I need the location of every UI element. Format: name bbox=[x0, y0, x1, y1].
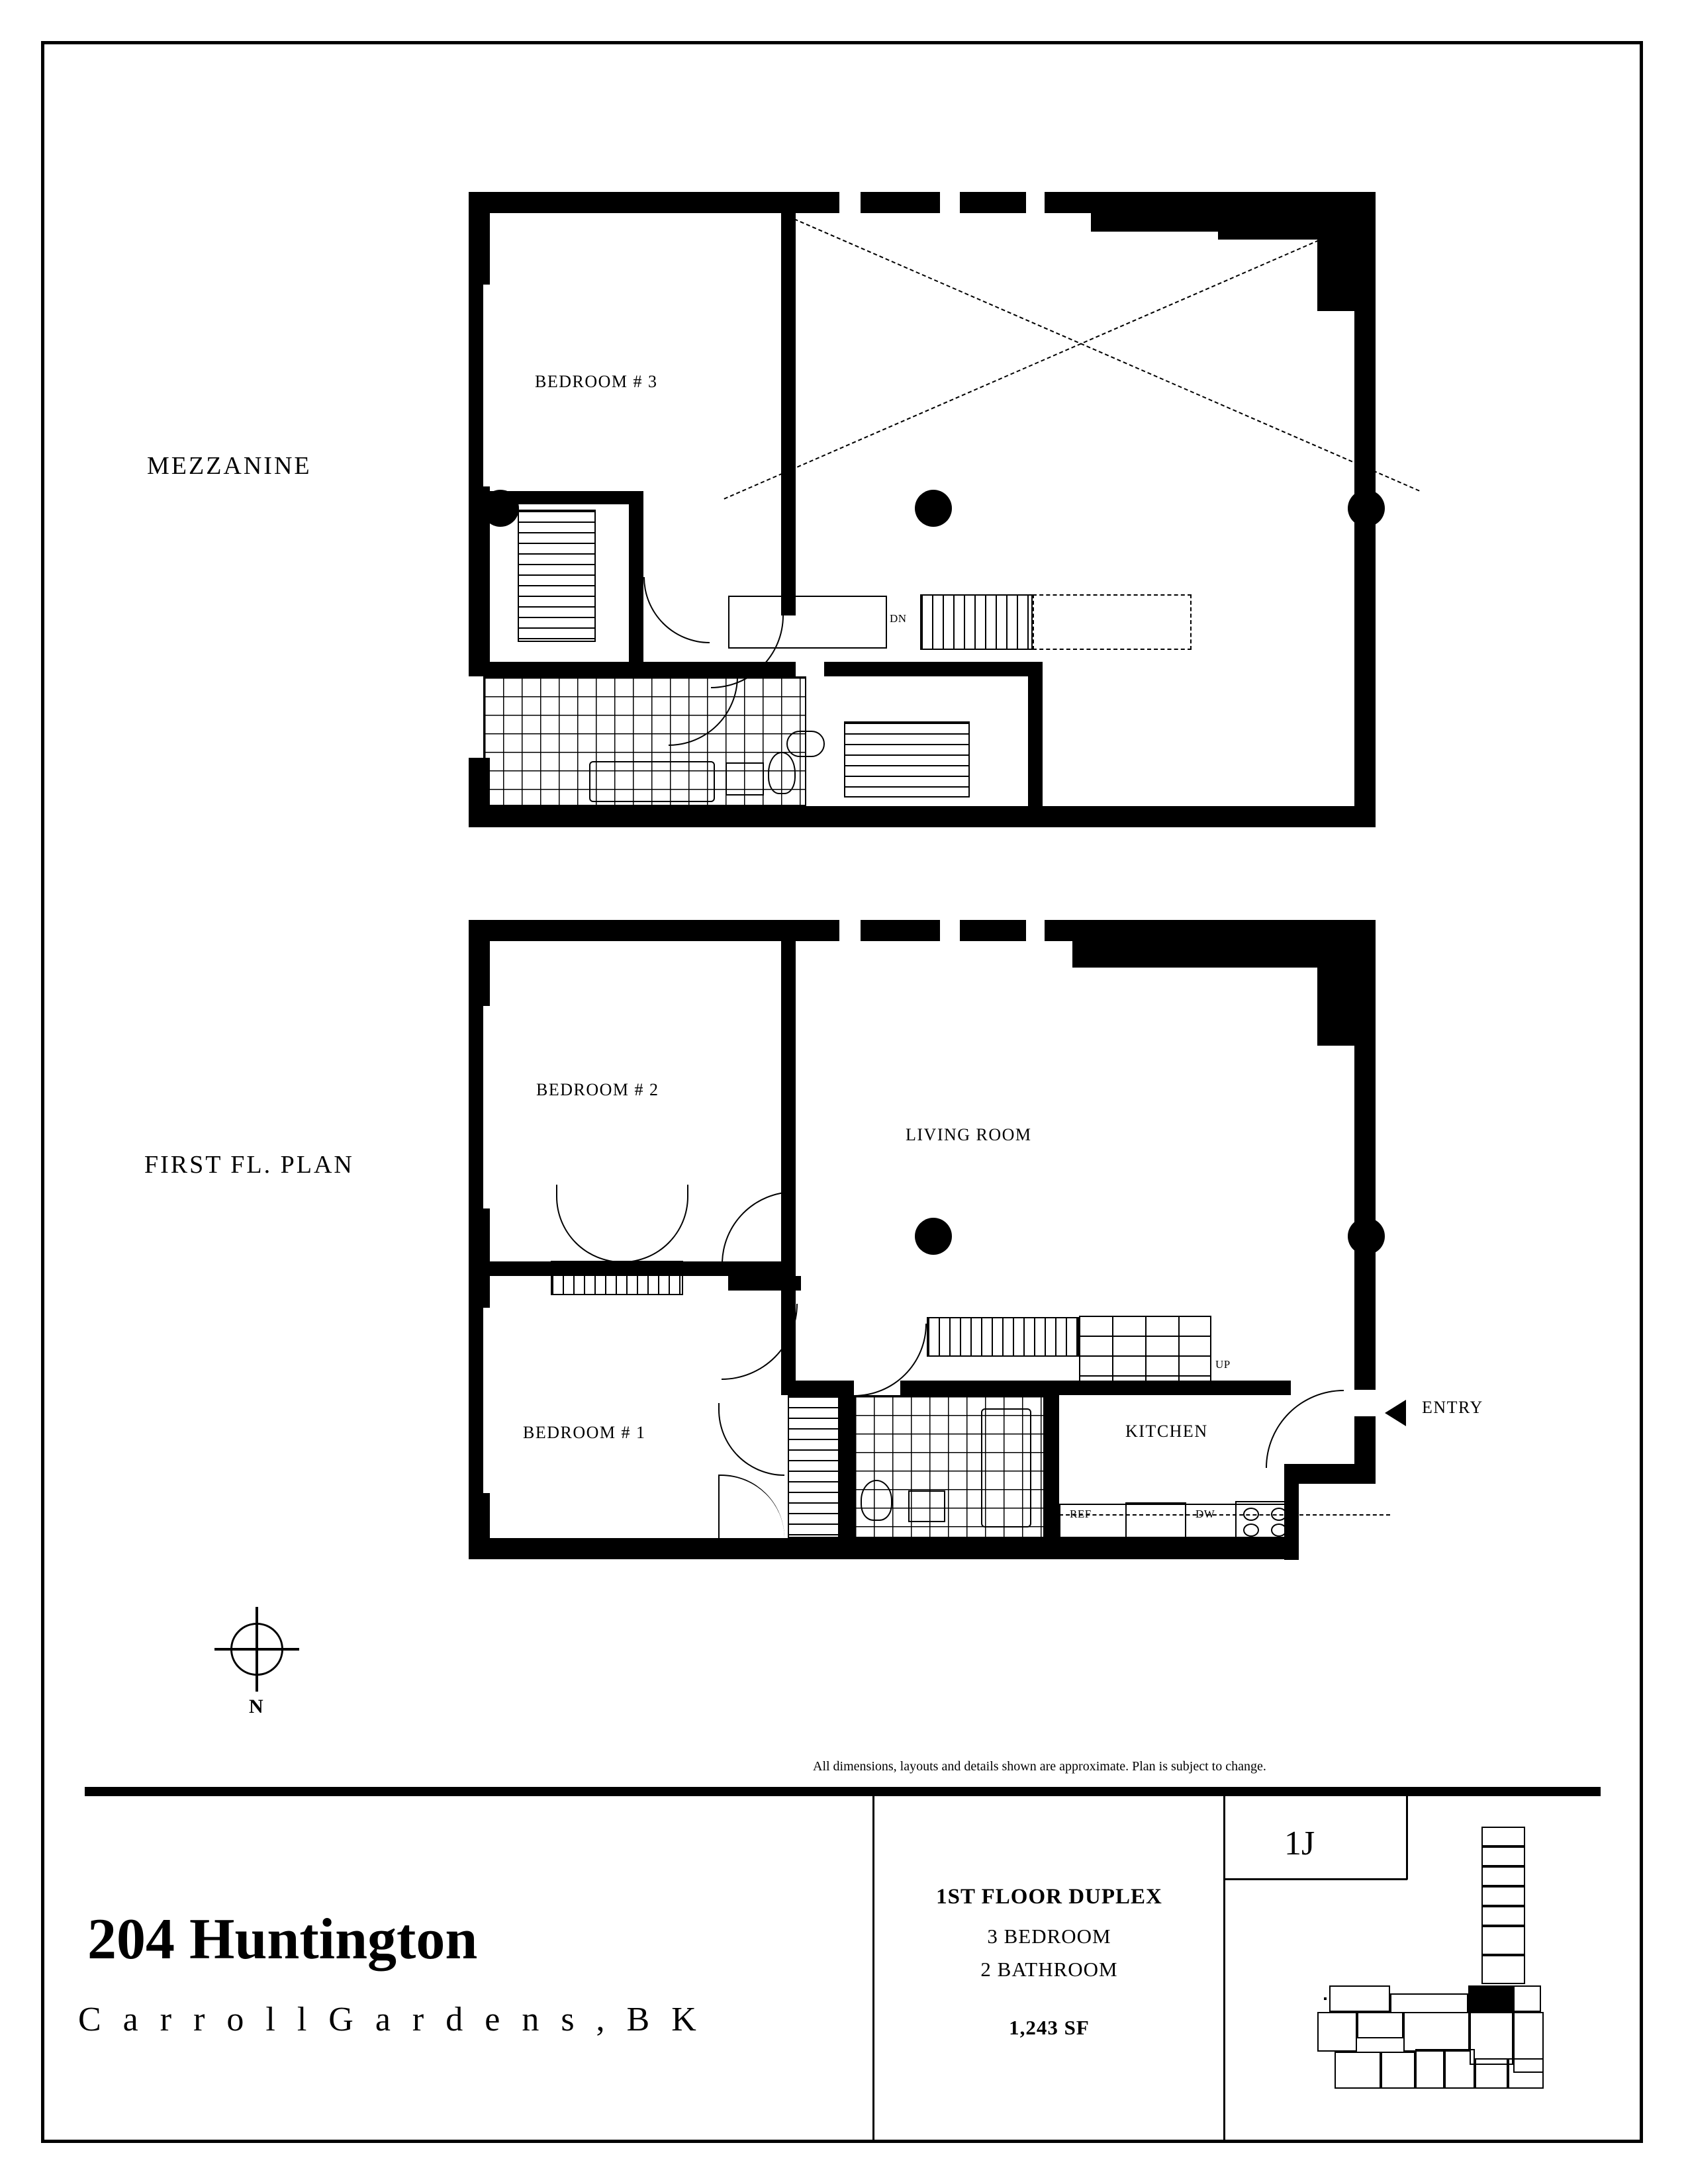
keymap-block-l bbox=[1444, 2049, 1475, 2089]
stair-closet-treads bbox=[518, 510, 596, 642]
toilet-ff bbox=[861, 1480, 892, 1521]
title-block-divider-1 bbox=[872, 1796, 874, 2140]
wall-exterior-bottom bbox=[469, 806, 1376, 827]
wall-ff-top-d bbox=[1045, 920, 1091, 941]
wall-ff-notch-right bbox=[1317, 920, 1376, 1046]
stair-tread-5 bbox=[1145, 1316, 1147, 1394]
disclaimer-text: All dimensions, layouts and details shown are approximate. Plan is subject to change. bbox=[813, 1759, 1266, 1774]
unit-bathrooms: 2 BATHROOM bbox=[980, 1958, 1118, 1981]
wall-closet-left bbox=[469, 491, 483, 664]
wall-ff-bath-left bbox=[839, 1395, 854, 1538]
keymap-block-b bbox=[1329, 1985, 1390, 2012]
first-floor-plan-title: FIRST FL. PLAN bbox=[144, 1151, 354, 1179]
keymap-unit-5 bbox=[1481, 1906, 1525, 1926]
stair-tread-6 bbox=[1178, 1316, 1180, 1394]
unit-number: 1J bbox=[1284, 1825, 1315, 1862]
wall-partition-stair-right bbox=[1028, 662, 1043, 807]
wall-exterior-top-d bbox=[1045, 192, 1091, 213]
column-mezzanine-center bbox=[915, 490, 952, 527]
wall-exterior-top-b bbox=[861, 192, 940, 213]
keymap-block-c bbox=[1390, 1993, 1468, 2013]
bathtub-mezzanine bbox=[589, 761, 715, 802]
wall-ff-bath-right bbox=[1045, 1381, 1059, 1538]
range-burner-1 bbox=[1243, 1508, 1259, 1521]
property-address: 204 Huntington bbox=[87, 1907, 478, 1972]
label-dishwasher: DW bbox=[1196, 1508, 1215, 1520]
label-refrigerator: REF bbox=[1070, 1508, 1092, 1520]
wall-ff-top-b bbox=[861, 920, 940, 941]
title-block-rule bbox=[85, 1787, 1601, 1796]
vanity-mezzanine bbox=[786, 731, 825, 757]
wall-ff-bottom bbox=[469, 1538, 1297, 1559]
room-label-kitchen: KITCHEN bbox=[1125, 1422, 1208, 1441]
keymap-block-m bbox=[1475, 2058, 1508, 2089]
keymap-highlight-unit bbox=[1468, 1985, 1515, 2012]
unit-number-underline bbox=[1223, 1878, 1407, 1880]
range-burner-4 bbox=[1271, 1524, 1287, 1537]
wall-ff-left-window bbox=[469, 993, 483, 1211]
sheet-border bbox=[41, 41, 1643, 2143]
keymap-block-i bbox=[1335, 2052, 1381, 2089]
column-mezzanine-left bbox=[482, 490, 519, 527]
keymap-block-j bbox=[1381, 2052, 1415, 2089]
keymap-unit-7 bbox=[1481, 1955, 1525, 1984]
wall-ff-step bbox=[1072, 941, 1324, 968]
toilet-mezzanine bbox=[768, 752, 796, 794]
sink-ff bbox=[908, 1490, 945, 1522]
stair-landing-ff bbox=[927, 1317, 1079, 1357]
kitchen-range bbox=[1235, 1501, 1296, 1541]
kitchen-counter-dash bbox=[1059, 1514, 1390, 1516]
stair-direction-up: UP bbox=[1215, 1358, 1231, 1371]
wall-ff-left-window2 bbox=[469, 1308, 483, 1500]
unit-number-box-right bbox=[1406, 1796, 1408, 1880]
wall-partition-bedroom3 bbox=[781, 192, 796, 615]
wall-ff-bath-top-right bbox=[900, 1381, 1059, 1395]
wall-exterior-left-window bbox=[469, 263, 483, 495]
room-label-bedroom-2: BEDROOM # 2 bbox=[536, 1080, 659, 1099]
room-label-living-room: LIVING ROOM bbox=[906, 1125, 1032, 1144]
stair-direction-dn: DN bbox=[890, 612, 907, 625]
stair-run-mezzanine bbox=[920, 594, 1033, 650]
unit-area: 1,243 SF bbox=[1009, 2016, 1090, 2039]
keymap-unit-3 bbox=[1481, 1866, 1525, 1886]
keymap-unit-4 bbox=[1481, 1886, 1525, 1906]
wall-ff-left-mid bbox=[469, 1208, 490, 1308]
wall-exterior-top-c bbox=[960, 192, 1026, 213]
closet-bedroom1-treads bbox=[788, 1395, 839, 1538]
keymap-block-k bbox=[1415, 2049, 1444, 2089]
room-label-bedroom-3: BEDROOM # 3 bbox=[535, 372, 658, 391]
room-label-bedroom-1: BEDROOM # 1 bbox=[523, 1423, 646, 1442]
range-burner-2 bbox=[1271, 1508, 1287, 1521]
wall-exterior-right bbox=[1354, 278, 1376, 827]
wall-ff-top-c bbox=[960, 920, 1026, 941]
keymap-unit-6 bbox=[1481, 1926, 1525, 1955]
label-entry: ENTRY bbox=[1422, 1398, 1483, 1417]
keymap-block-d bbox=[1317, 2012, 1357, 2052]
wall-ff-bath-top-left bbox=[781, 1381, 854, 1395]
column-mezzanine-right bbox=[1348, 490, 1385, 527]
wall-exterior-step bbox=[1218, 213, 1317, 240]
kitchen-sink bbox=[1125, 1502, 1186, 1539]
wall-ff-right-upper bbox=[1354, 1032, 1376, 1390]
wall-partition-stair-top bbox=[824, 662, 1043, 676]
bathtub-ff bbox=[981, 1408, 1031, 1527]
wall-closet-right bbox=[629, 491, 643, 664]
keymap-block-e bbox=[1357, 2012, 1403, 2038]
unit-bedrooms: 3 BEDROOM bbox=[987, 1925, 1111, 1948]
compass-label-north: N bbox=[249, 1696, 263, 1717]
keymap-unit-1 bbox=[1481, 1827, 1525, 1846]
keymap-unit-2 bbox=[1481, 1846, 1525, 1866]
property-neighborhood: C a r r o l l G a r d e n s , B K bbox=[78, 2001, 703, 2038]
range-burner-3 bbox=[1243, 1524, 1259, 1537]
keymap-block-n bbox=[1508, 2058, 1544, 2089]
stair-dashed-mezzanine bbox=[1033, 594, 1192, 650]
unit-type-label: 1ST FLOOR DUPLEX bbox=[936, 1885, 1162, 1909]
stair-tread-4 bbox=[1112, 1316, 1113, 1394]
title-block-divider-2 bbox=[1223, 1796, 1225, 2140]
keymap-block-f bbox=[1403, 2012, 1470, 2052]
entry-arrow-icon bbox=[1385, 1400, 1406, 1426]
stair-lower-run-mezzanine bbox=[844, 721, 970, 797]
keymap-anchor bbox=[1324, 1997, 1327, 2000]
mezzanine-plan-title: MEZZANINE bbox=[147, 452, 312, 480]
compass-horizontal-axis bbox=[214, 1648, 299, 1651]
column-ff-right bbox=[1348, 1218, 1385, 1255]
sink-mezzanine bbox=[726, 762, 764, 796]
closet-bedroom2-treads bbox=[551, 1261, 683, 1295]
keymap-block-g bbox=[1470, 2012, 1513, 2065]
column-ff-center bbox=[915, 1218, 952, 1255]
